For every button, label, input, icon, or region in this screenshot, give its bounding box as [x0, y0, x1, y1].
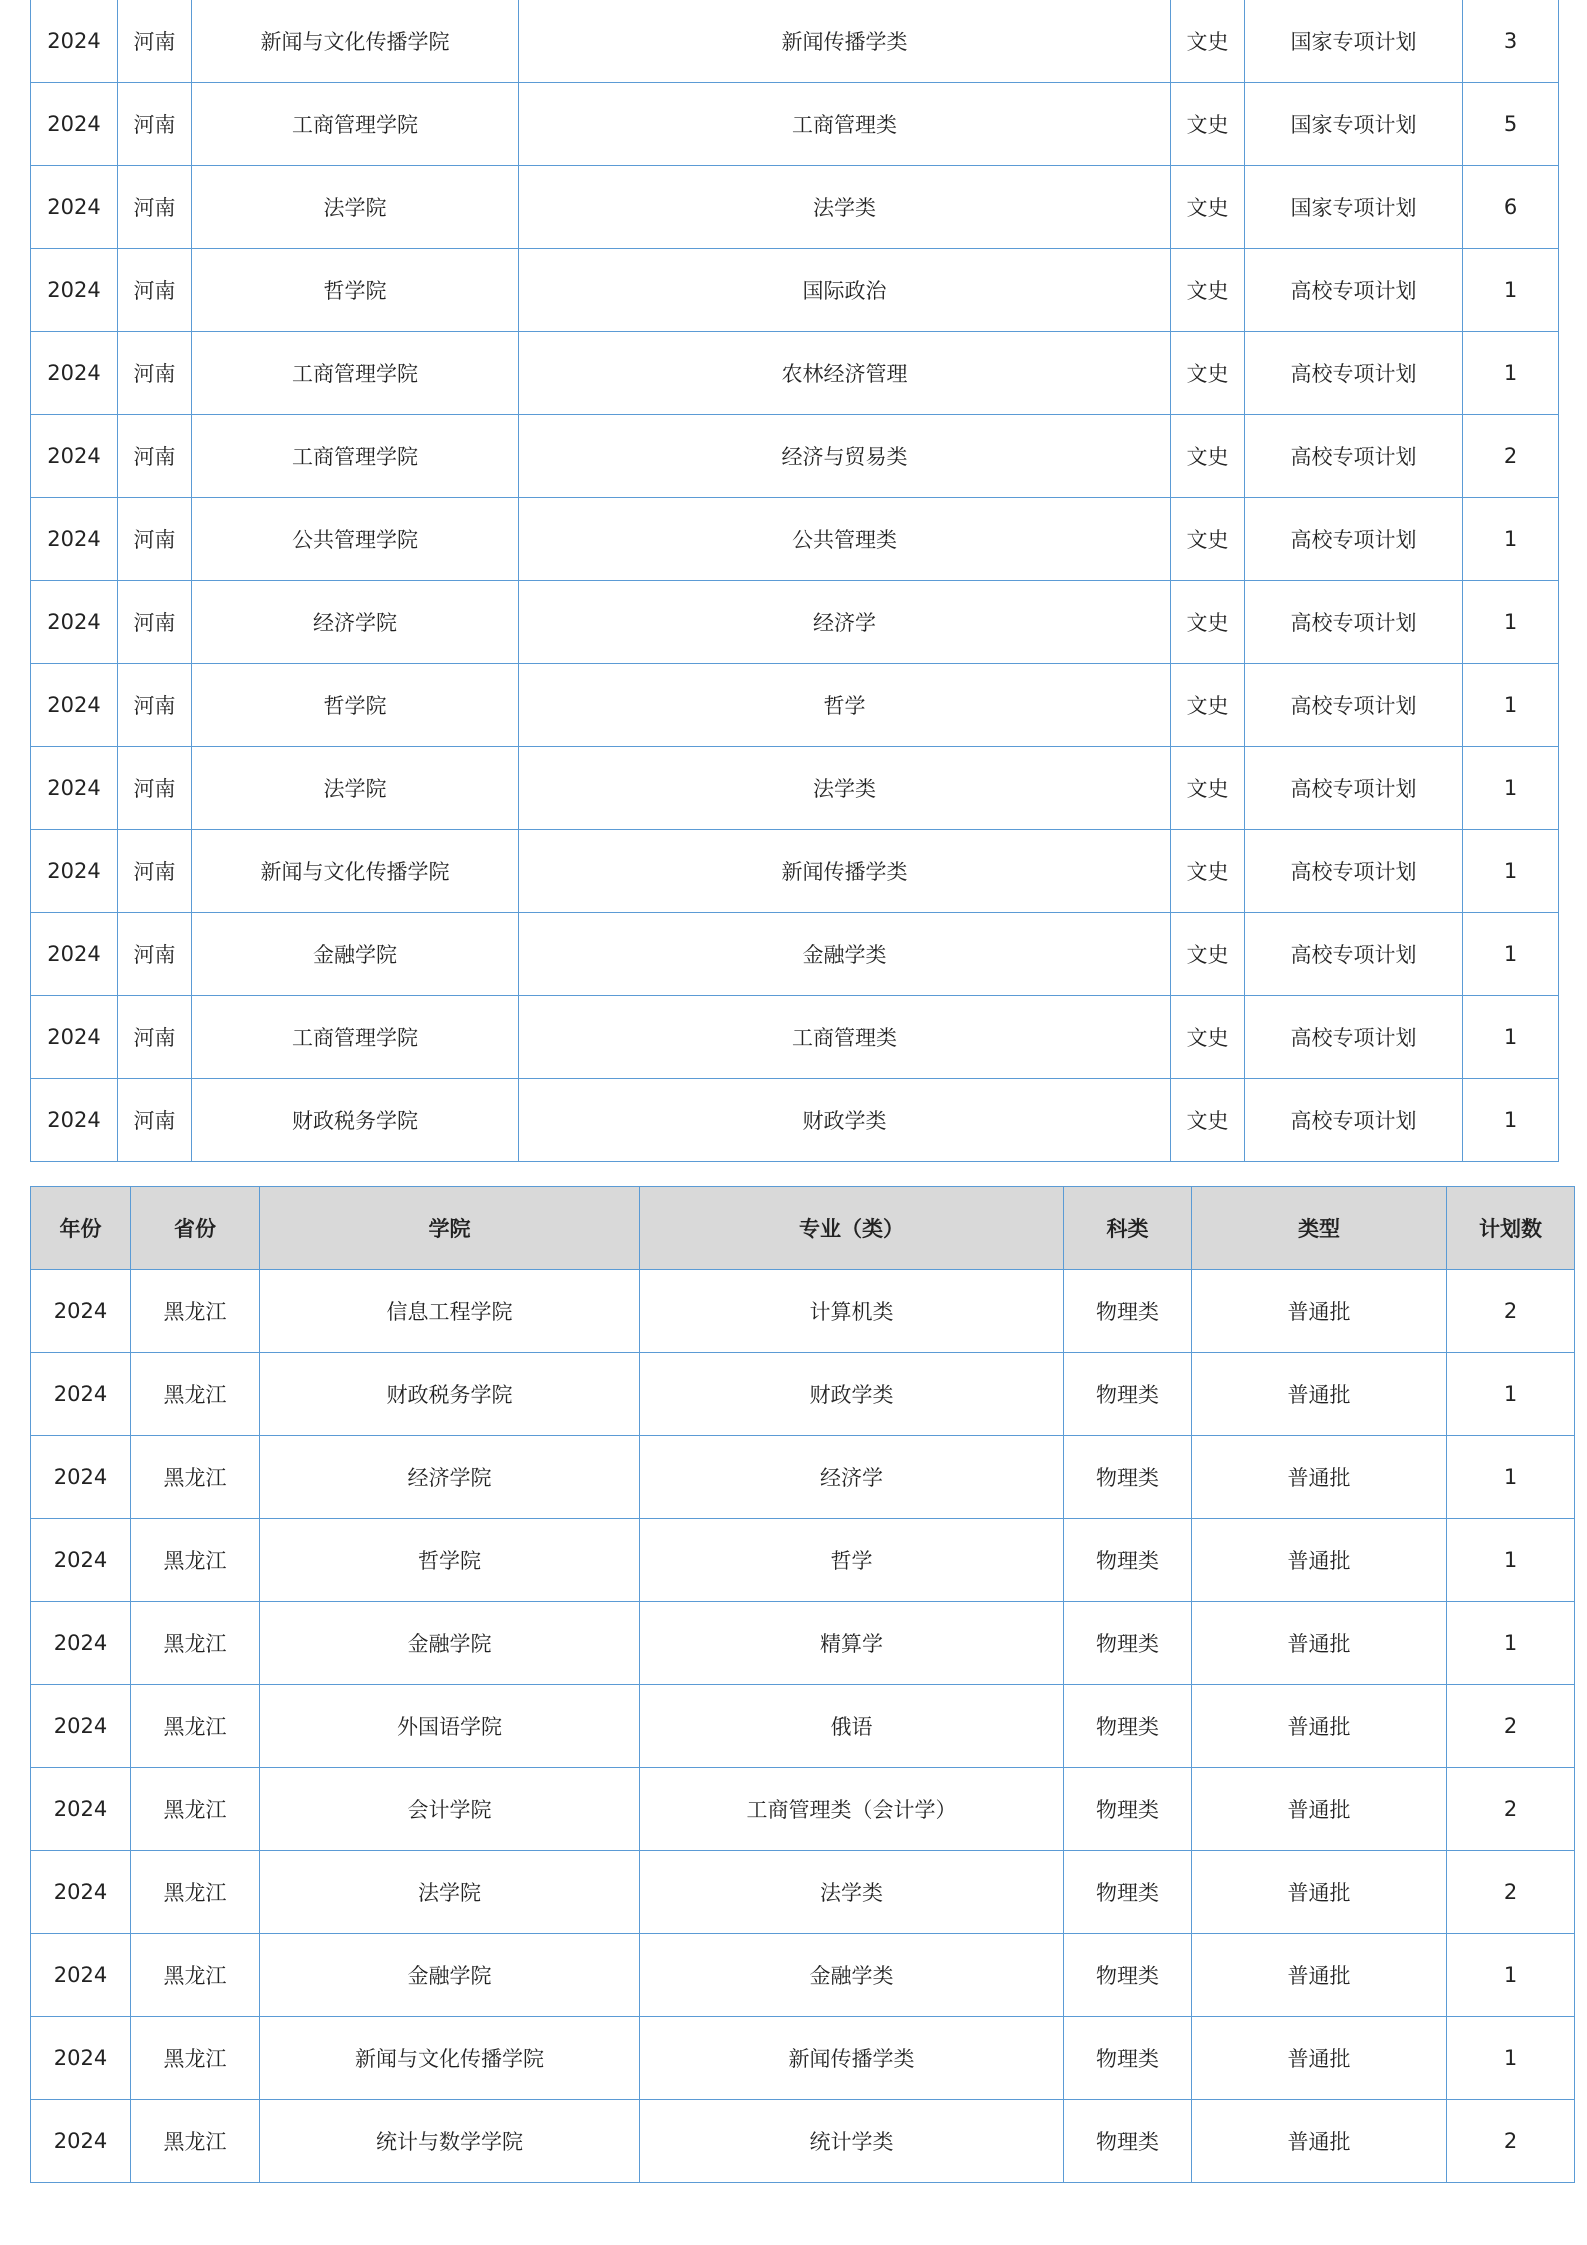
type-cell: 普通批 [1192, 1685, 1447, 1768]
table-row [31, 913, 1559, 996]
year-cell: 2024 [31, 1768, 131, 1851]
plan-count-cell: 1 [1463, 913, 1559, 996]
college-cell: 财政税务学院 [192, 1079, 519, 1162]
plan-count-cell: 6 [1463, 166, 1559, 249]
plan-count-cell: 1 [1463, 830, 1559, 913]
subject-cell: 文史 [1171, 996, 1245, 1079]
table-row [31, 1353, 1575, 1436]
major-cell: 国际政治 [519, 249, 1171, 332]
major-cell: 经济与贸易类 [519, 415, 1171, 498]
college-cell: 新闻与文化传播学院 [192, 0, 519, 83]
subject-cell: 物理类 [1064, 1768, 1192, 1851]
type-cell: 普通批 [1192, 1519, 1447, 1602]
table-row [31, 1519, 1575, 1602]
province-cell: 河南 [118, 830, 192, 913]
major-cell: 新闻传播学类 [640, 2017, 1064, 2100]
column-header-subject: 科类 [1064, 1187, 1192, 1270]
plan-count-cell: 1 [1447, 1436, 1575, 1519]
type-cell: 普通批 [1192, 1353, 1447, 1436]
type-cell: 高校专项计划 [1245, 913, 1463, 996]
type-cell: 高校专项计划 [1245, 332, 1463, 415]
year-cell: 2024 [31, 1436, 131, 1519]
major-cell: 经济学 [640, 1436, 1064, 1519]
plan-count-cell: 2 [1447, 1768, 1575, 1851]
college-cell: 统计与数学学院 [260, 2100, 640, 2183]
major-cell: 金融学类 [640, 1934, 1064, 2017]
year-cell: 2024 [31, 332, 118, 415]
college-cell: 金融学院 [260, 1602, 640, 1685]
subject-cell: 文史 [1171, 747, 1245, 830]
column-header-plan-count: 计划数 [1447, 1187, 1575, 1270]
column-header-province: 省份 [131, 1187, 260, 1270]
plan-count-cell: 1 [1463, 996, 1559, 1079]
plan-count-cell: 1 [1463, 664, 1559, 747]
column-header-major: 专业（类） [640, 1187, 1064, 1270]
year-cell: 2024 [31, 913, 118, 996]
year-cell: 2024 [31, 664, 118, 747]
admission-plan-table-heilongjiang [30, 1186, 1575, 2183]
province-cell: 河南 [118, 913, 192, 996]
college-cell: 经济学院 [260, 1436, 640, 1519]
plan-count-cell: 1 [1463, 498, 1559, 581]
college-cell: 工商管理学院 [192, 415, 519, 498]
plan-count-cell: 1 [1447, 1519, 1575, 1602]
major-cell: 工商管理类 [519, 996, 1171, 1079]
province-cell: 黑龙江 [131, 1519, 260, 1602]
province-cell: 河南 [118, 83, 192, 166]
year-cell: 2024 [31, 415, 118, 498]
plan-count-cell: 2 [1463, 415, 1559, 498]
subject-cell: 文史 [1171, 166, 1245, 249]
college-cell: 会计学院 [260, 1768, 640, 1851]
province-cell: 河南 [118, 332, 192, 415]
table-row [31, 996, 1559, 1079]
type-cell: 高校专项计划 [1245, 249, 1463, 332]
year-cell: 2024 [31, 1353, 131, 1436]
plan-count-cell: 2 [1447, 1851, 1575, 1934]
college-cell: 工商管理学院 [192, 332, 519, 415]
college-cell: 金融学院 [260, 1934, 640, 2017]
subject-cell: 物理类 [1064, 1851, 1192, 1934]
major-cell: 新闻传播学类 [519, 0, 1171, 83]
college-cell: 工商管理学院 [192, 83, 519, 166]
province-cell: 黑龙江 [131, 1270, 260, 1353]
college-cell: 外国语学院 [260, 1685, 640, 1768]
college-cell: 哲学院 [260, 1519, 640, 1602]
type-cell: 普通批 [1192, 1851, 1447, 1934]
column-header-year: 年份 [31, 1187, 131, 1270]
major-cell: 新闻传播学类 [519, 830, 1171, 913]
column-header-college: 学院 [260, 1187, 640, 1270]
plan-count-cell: 1 [1463, 1079, 1559, 1162]
province-cell: 黑龙江 [131, 1353, 260, 1436]
subject-cell: 物理类 [1064, 1270, 1192, 1353]
major-cell: 哲学 [640, 1519, 1064, 1602]
major-cell: 俄语 [640, 1685, 1064, 1768]
province-cell: 黑龙江 [131, 1602, 260, 1685]
type-cell: 高校专项计划 [1245, 415, 1463, 498]
header-row [31, 1187, 1575, 1270]
subject-cell: 物理类 [1064, 1519, 1192, 1602]
subject-cell: 物理类 [1064, 1436, 1192, 1519]
major-cell: 财政学类 [640, 1353, 1064, 1436]
type-cell: 普通批 [1192, 1934, 1447, 2017]
year-cell: 2024 [31, 2100, 131, 2183]
year-cell: 2024 [31, 166, 118, 249]
type-cell: 高校专项计划 [1245, 498, 1463, 581]
province-cell: 河南 [118, 581, 192, 664]
type-cell: 普通批 [1192, 2017, 1447, 2100]
plan-count-cell: 1 [1447, 1934, 1575, 2017]
table-row [31, 332, 1559, 415]
type-cell: 高校专项计划 [1245, 581, 1463, 664]
province-cell: 河南 [118, 996, 192, 1079]
major-cell: 农林经济管理 [519, 332, 1171, 415]
table-row [31, 498, 1559, 581]
year-cell: 2024 [31, 1685, 131, 1768]
table-body [31, 0, 1559, 1162]
table-row [31, 1768, 1575, 1851]
major-cell: 工商管理类 [519, 83, 1171, 166]
college-cell: 新闻与文化传播学院 [260, 2017, 640, 2100]
plan-count-cell: 1 [1447, 2017, 1575, 2100]
subject-cell: 物理类 [1064, 1685, 1192, 1768]
type-cell: 国家专项计划 [1245, 166, 1463, 249]
major-cell: 公共管理类 [519, 498, 1171, 581]
subject-cell: 文史 [1171, 415, 1245, 498]
table-body [31, 1270, 1575, 2183]
year-cell: 2024 [31, 2017, 131, 2100]
subject-cell: 物理类 [1064, 2017, 1192, 2100]
province-cell: 河南 [118, 166, 192, 249]
year-cell: 2024 [31, 249, 118, 332]
subject-cell: 文史 [1171, 249, 1245, 332]
subject-cell: 文史 [1171, 498, 1245, 581]
admission-plan-table-henan [30, 0, 1559, 1162]
subject-cell: 物理类 [1064, 1602, 1192, 1685]
major-cell: 法学类 [519, 166, 1171, 249]
year-cell: 2024 [31, 1934, 131, 2017]
year-cell: 2024 [31, 1270, 131, 1353]
year-cell: 2024 [31, 996, 118, 1079]
table-row [31, 664, 1559, 747]
table-row [31, 1602, 1575, 1685]
college-cell: 公共管理学院 [192, 498, 519, 581]
table-row [31, 1851, 1575, 1934]
college-cell: 法学院 [260, 1851, 640, 1934]
major-cell: 统计学类 [640, 2100, 1064, 2183]
type-cell: 高校专项计划 [1245, 1079, 1463, 1162]
year-cell: 2024 [31, 581, 118, 664]
table-row [31, 581, 1559, 664]
type-cell: 高校专项计划 [1245, 664, 1463, 747]
table-row [31, 2017, 1575, 2100]
province-cell: 河南 [118, 747, 192, 830]
plan-count-cell: 1 [1463, 249, 1559, 332]
type-cell: 国家专项计划 [1245, 83, 1463, 166]
college-cell: 新闻与文化传播学院 [192, 830, 519, 913]
table-row [31, 249, 1559, 332]
type-cell: 高校专项计划 [1245, 830, 1463, 913]
table-row [31, 1079, 1559, 1162]
table-header [31, 1187, 1575, 1270]
table-row [31, 747, 1559, 830]
table-row [31, 830, 1559, 913]
plan-count-cell: 3 [1463, 0, 1559, 83]
subject-cell: 物理类 [1064, 2100, 1192, 2183]
college-cell: 法学院 [192, 747, 519, 830]
major-cell: 计算机类 [640, 1270, 1064, 1353]
year-cell: 2024 [31, 0, 118, 83]
province-cell: 河南 [118, 0, 192, 83]
column-header-type: 类型 [1192, 1187, 1447, 1270]
year-cell: 2024 [31, 747, 118, 830]
table-row [31, 83, 1559, 166]
subject-cell: 文史 [1171, 913, 1245, 996]
major-cell: 法学类 [519, 747, 1171, 830]
type-cell: 高校专项计划 [1245, 996, 1463, 1079]
college-cell: 金融学院 [192, 913, 519, 996]
year-cell: 2024 [31, 1602, 131, 1685]
table-row [31, 2100, 1575, 2183]
type-cell: 高校专项计划 [1245, 747, 1463, 830]
table-row [31, 1270, 1575, 1353]
province-cell: 河南 [118, 1079, 192, 1162]
major-cell: 哲学 [519, 664, 1171, 747]
table-row [31, 415, 1559, 498]
subject-cell: 物理类 [1064, 1934, 1192, 2017]
table-row [31, 166, 1559, 249]
college-cell: 财政税务学院 [260, 1353, 640, 1436]
subject-cell: 文史 [1171, 581, 1245, 664]
plan-count-cell: 1 [1447, 1353, 1575, 1436]
major-cell: 精算学 [640, 1602, 1064, 1685]
major-cell: 法学类 [640, 1851, 1064, 1934]
type-cell: 普通批 [1192, 2100, 1447, 2183]
year-cell: 2024 [31, 1079, 118, 1162]
plan-count-cell: 1 [1447, 1602, 1575, 1685]
type-cell: 国家专项计划 [1245, 0, 1463, 83]
subject-cell: 文史 [1171, 332, 1245, 415]
province-cell: 黑龙江 [131, 1934, 260, 2017]
plan-count-cell: 2 [1447, 1685, 1575, 1768]
province-cell: 河南 [118, 664, 192, 747]
type-cell: 普通批 [1192, 1436, 1447, 1519]
major-cell: 工商管理类（会计学） [640, 1768, 1064, 1851]
major-cell: 金融学类 [519, 913, 1171, 996]
plan-count-cell: 1 [1463, 747, 1559, 830]
table-row [31, 1934, 1575, 2017]
year-cell: 2024 [31, 83, 118, 166]
province-cell: 黑龙江 [131, 1768, 260, 1851]
plan-count-cell: 1 [1463, 332, 1559, 415]
plan-count-cell: 1 [1463, 581, 1559, 664]
plan-count-cell: 2 [1447, 2100, 1575, 2183]
subject-cell: 物理类 [1064, 1353, 1192, 1436]
year-cell: 2024 [31, 498, 118, 581]
table-row [31, 1436, 1575, 1519]
college-cell: 哲学院 [192, 249, 519, 332]
plan-count-cell: 2 [1447, 1270, 1575, 1353]
table-row [31, 1685, 1575, 1768]
major-cell: 经济学 [519, 581, 1171, 664]
college-cell: 哲学院 [192, 664, 519, 747]
year-cell: 2024 [31, 1851, 131, 1934]
college-cell: 法学院 [192, 166, 519, 249]
subject-cell: 文史 [1171, 1079, 1245, 1162]
province-cell: 黑龙江 [131, 1685, 260, 1768]
plan-count-cell: 5 [1463, 83, 1559, 166]
province-cell: 黑龙江 [131, 1851, 260, 1934]
table-row [31, 0, 1559, 83]
province-cell: 黑龙江 [131, 1436, 260, 1519]
province-cell: 河南 [118, 415, 192, 498]
major-cell: 财政学类 [519, 1079, 1171, 1162]
province-cell: 河南 [118, 498, 192, 581]
type-cell: 普通批 [1192, 1602, 1447, 1685]
type-cell: 普通批 [1192, 1270, 1447, 1353]
subject-cell: 文史 [1171, 0, 1245, 83]
college-cell: 经济学院 [192, 581, 519, 664]
college-cell: 工商管理学院 [192, 996, 519, 1079]
subject-cell: 文史 [1171, 83, 1245, 166]
college-cell: 信息工程学院 [260, 1270, 640, 1353]
province-cell: 河南 [118, 249, 192, 332]
year-cell: 2024 [31, 1519, 131, 1602]
province-cell: 黑龙江 [131, 2017, 260, 2100]
type-cell: 普通批 [1192, 1768, 1447, 1851]
province-cell: 黑龙江 [131, 2100, 260, 2183]
subject-cell: 文史 [1171, 830, 1245, 913]
year-cell: 2024 [31, 830, 118, 913]
subject-cell: 文史 [1171, 664, 1245, 747]
